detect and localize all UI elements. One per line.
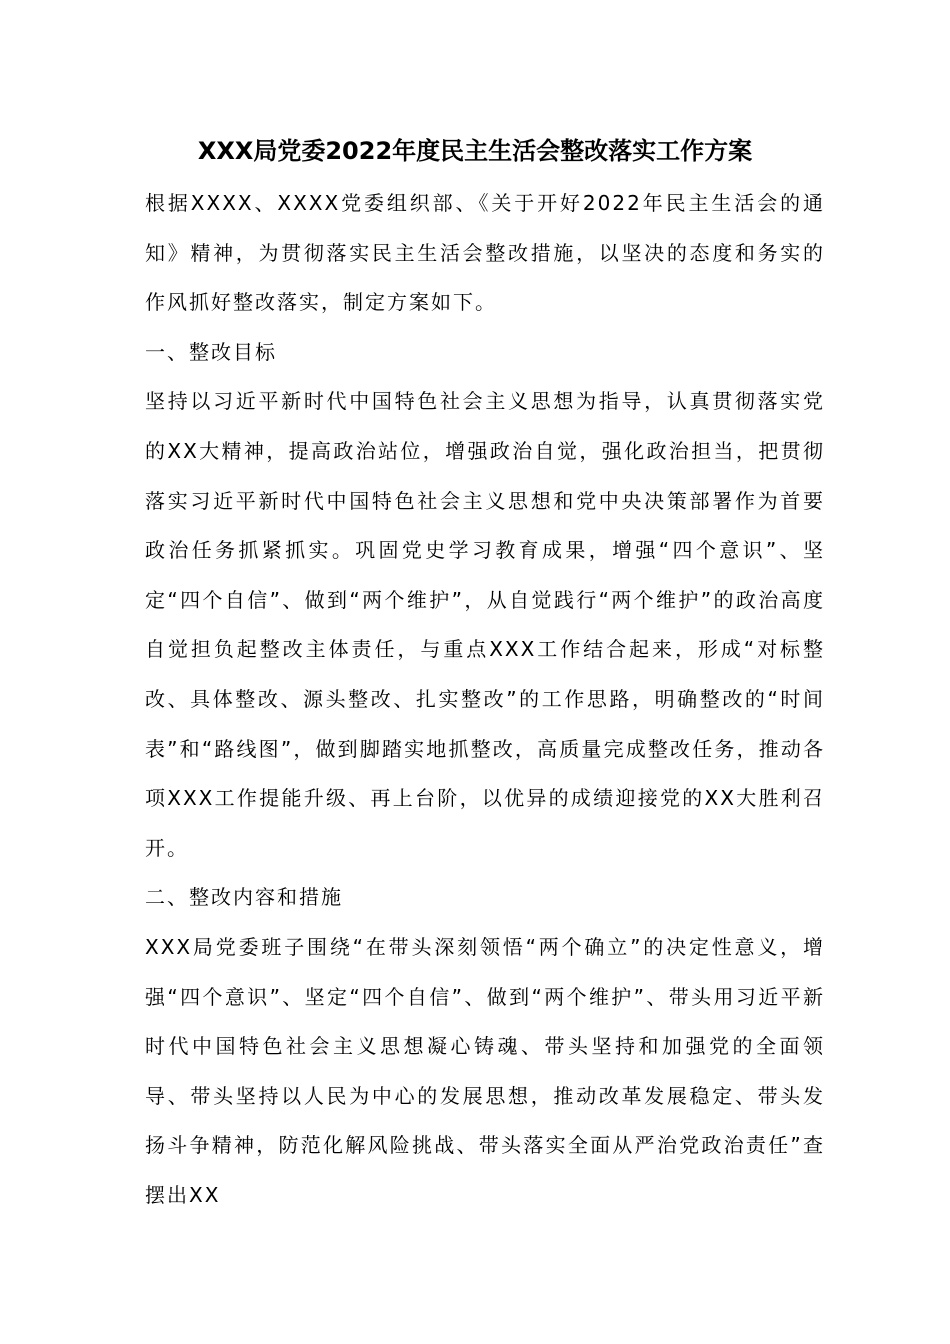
section-heading-measures: 二、整改内容和措施	[145, 885, 343, 910]
document-body	[145, 179, 825, 1220]
section-heading-goals: 一、整改目标	[145, 339, 277, 364]
document-title: XXX局党委2022年度民主生活会整改落实工作方案	[197, 137, 753, 165]
section-body-goals: 坚持以习近平新时代中国特色社会主义思想为指导，认真贯彻落实党的XX大精神，提高政治站位，增强政治自觉，强化政治担当，把贯彻落实习近平新时代中国特色社会主义思想和党中央决策部署作为首要政治任务抓紧抓实。巩固党史学习教育成果，增强“四个意识”、坚定“四个自信”、做到“两个维护”，从自觉践行“两个维护”的政治高度自觉担负起整改主体责任，与重点XXX工作结合起来，形成“对标整改、具体整改、源头整改、扎实整改”的工作思路，明确整改的“时间表”和“路线图”，做到脚踏实地抓整改，高质量完成整改任务，推动各项XXX工作提能升级、再上台阶，以优异的成绩迎接党的XX大胜利召开。	[145, 389, 825, 860]
intro-paragraph: 根据XXXX、XXXX党委组织部、《关于开好2022年民主生活会的通知》精神，为贯彻落实民主生活会整改措施，以坚决的态度和务实的作风抓好整改落实，制定方案如下。	[145, 191, 825, 315]
section-body-measures: XXX局党委班子围绕“在带头深刻领悟“两个确立”的决定性意义，增强“四个意识”、坚定“四个自信”、做到“两个维护”、带头用习近平新时代中国特色社会主义思想凝心铸魂、带头坚持和加强党的全面领导、带头坚持以人民为中心的发展思想，推动改革发展稳定、带头发扬斗争精神，防范化解风险挑战、带头落实全面从严治党政治责任”查摆出XX	[145, 934, 825, 1207]
